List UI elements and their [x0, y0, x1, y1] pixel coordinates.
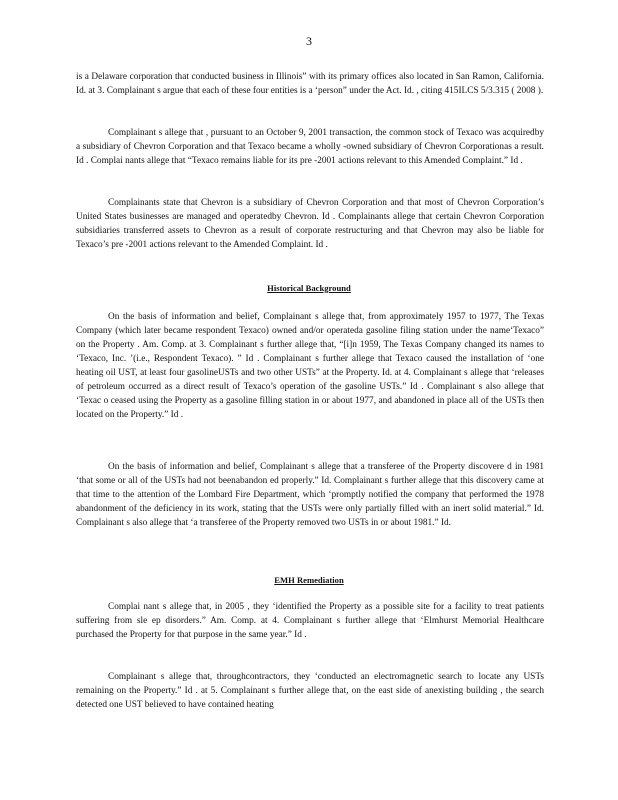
page-number: 3: [306, 34, 312, 48]
paragraph-ust-discovery: On the basis of information and belief, Complainant s allege that a transferee of the Property discovere d in 1981 ‘that some or all of the USTs had not beenabandon ed properly.” Id. Complainant s further allege that this discovery came at that time to the attention of the Lombard Fire Department, which ‘promptly notified the company that performed the 1978 abandonment of the deficiency in its work, stating that the USTs were only partially filled with an inert solid material.” Id. Complainant s also allege that ‘a transferee of the Property removed two USTs in or about 1981.” Id.: [76, 462, 544, 528]
heading-emh-remediation: EMH Remediation: [274, 575, 344, 585]
paragraph-texas-company: On the basis of information and belief, Complainant s allege that, from approximately 1957 to 1977, The Texas Company (which later became respondent Texaco) owned and/or operateda gasoline filing station under the name‘Texaco” on the Property . Am. Comp. at 3. Complainant s further allege that, “[i]n 1959, The Texas Company changed its names to ‘Texaco, Inc. ’(i.e., Respondent Texaco). ” Id . Complainant s further allege that Texaco caused the installation of ‘one heating oil UST, at least four gasolineUSTs and two other USTs” at the Property. Id. at 4. Complainant s allege that ‘releases of petroleum occurred as a direct result of Texaco’s operation of the gasoline USTs.” Id . Complainant s also allege that ‘Texac o ceased using the Property as a gasoline filling station in or about 1977, and abandoned in place all of the USTs then located on the Property.” Id .: [76, 312, 544, 420]
heading-historical-background: Historical Background: [267, 283, 351, 293]
paragraph-electromagnetic-search: Complainant s allege that, throughcontractors, they ‘conducted an electromagnetic search to locate any USTs remaining on the Property.” Id . at 5. Complainant s further allege that, on the east side of anexisting building , the search detected one UST believed to have contained heating: [76, 672, 544, 710]
paragraph-chevron-subsidiary: Complainants state that Chevron is a subsidiary of Chevron Corporation and that most of Chevron Corporation’s United States businesses are managed and operatedby Chevron. Id . Complainants allege that certain Chevron Corporation subsidiaries transferred assets to Chevron as a result of corporate restructuring and that Chevron may also be liable for Texaco’s pre -2001 actions relevant to the Amended Complaint. Id .: [76, 198, 544, 250]
paragraph-entities: is a Delaware corporation that conducted business in Illinois” with its primary offices also located in San Ramon, California. Id. at 3. Complainant s argue that each of these four entities is a ‘person” under the Act. Id. , citing 415ILCS 5/3.315 ( 2008 ).: [76, 72, 544, 96]
paragraph-texaco-acquisition: Complainant s allege that , pursuant to an October 9, 2001 transaction, the common stock of Texaco was acquiredby a subsidiary of Chevron Corporation and that Texaco became a wholly -owned subsidiary of Chevron Corporationas a result. Id . Complai nants allege that “Texaco remains liable for its pre -2001 actions relevant to this Amended Complaint.” Id .: [76, 128, 544, 166]
paragraph-sleep-facility: Complai nant s allege that, in 2005 , they ‘identified the Property as a possible site for a facility to treat patients suffering from sle ep disorders.” Am. Comp. at 4. Complainant s further allege that ‘Elmhurst Memorial Healthcare purchased the Property for that purpose in the same year.” Id .: [76, 602, 544, 640]
